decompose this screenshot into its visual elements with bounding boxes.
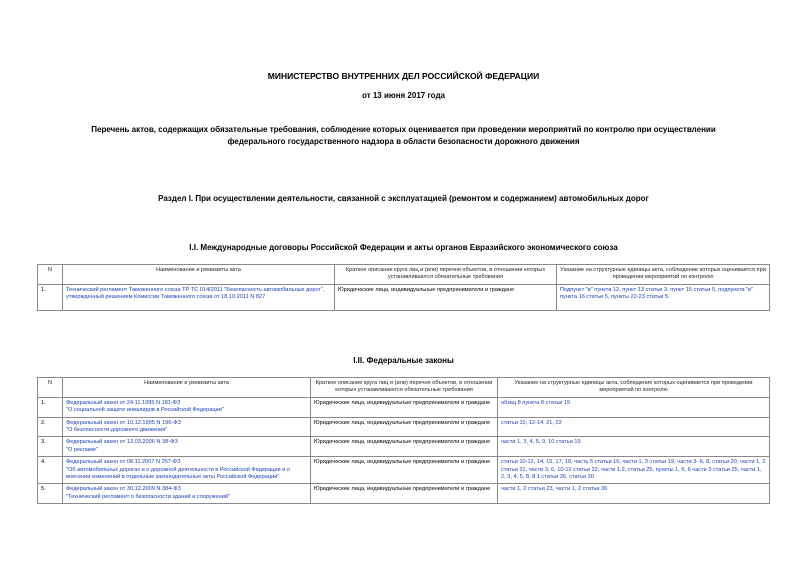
document-title-line-2: федерального государственного надзора в области безопасности дорожного движения	[227, 137, 580, 146]
row-subjects: Юридические лица, индивидуальные предприниматели и граждане	[311, 417, 498, 437]
act-link[interactable]	[63, 397, 311, 417]
act-link-line-2[interactable]: "Технический регламент о безопасности зданий и сооружений"	[66, 493, 230, 500]
row-number: 5.	[38, 484, 63, 504]
units-link[interactable]: Подпункт "в" пункта 12, пункт 13 статьи 3, пункт 15 статьи 5, подпункта "в" пункта 16 статьи 5, пункты 22-23 статьи 5.	[557, 284, 770, 310]
column-header-n: N	[38, 265, 63, 285]
row-subjects: Юридические лица, индивидуальные предприниматели и граждане	[335, 284, 557, 310]
row-number: 2.	[38, 417, 63, 437]
document-title	[0, 124, 807, 148]
units-link[interactable]: статьи 10, 12-14, 21, 22	[498, 417, 770, 437]
table-row	[38, 484, 770, 504]
column-header-subjects: Краткое описание круга лиц и (или) перечня объектов, в отношении которых устанавливаются обязательные требования	[335, 265, 557, 285]
table-row	[38, 284, 770, 310]
act-link-line-1[interactable]: Федеральный закон от 08.11.2007 N 257-ФЗ	[66, 459, 181, 466]
row-number: 3.	[38, 437, 63, 457]
subsection-2-title: I.II. Федеральные законы	[353, 356, 454, 365]
act-link-line-2[interactable]: "О безопасности дорожного движения"	[66, 427, 168, 434]
table-row	[38, 457, 770, 484]
row-subjects: Юридические лица, индивидуальные предприниматели и граждане	[311, 457, 498, 484]
row-subjects: Юридические лица, индивидуальные предприниматели и граждане	[311, 484, 498, 504]
subsection-1-title: I.I. Международные договоры Российской Федерации и акты органов Евразийского экономического союза	[189, 243, 618, 252]
row-subjects: Юридические лица, индивидуальные предприниматели и граждане	[311, 437, 498, 457]
row-number: 1.	[38, 397, 63, 417]
units-link[interactable]: абзац 8 пункта 8 статьи 15	[498, 397, 770, 417]
table-header-row	[38, 265, 770, 285]
act-link-line-1[interactable]: Федеральный закон от 24.11.1995 N 181-ФЗ	[66, 399, 181, 406]
federal-laws-table	[37, 377, 770, 504]
column-header-units: Указание на структурные единицы акта, соблюдение которых оценивается при проведении мероприятий по контролю	[557, 265, 770, 285]
act-link-line-2[interactable]: "О социальной защите инвалидов в Российской Федерации"	[66, 407, 224, 414]
row-subjects: Юридические лица, индивидуальные предприниматели и граждане	[311, 397, 498, 417]
act-link[interactable]	[63, 457, 311, 484]
act-link-line-1[interactable]: Федеральный закон от 10.12.1995 N 196-ФЗ	[66, 419, 181, 426]
act-link-line-1[interactable]: Федеральный закон от 13.03.2006 N 38-ФЗ	[66, 439, 178, 446]
table-row	[38, 397, 770, 417]
table-row	[38, 437, 770, 457]
table-row	[38, 417, 770, 437]
act-link-line-2[interactable]: "Об автомобильных дорогах и о дорожной деятельности в Российской Федерации и о внесении изменений в отдельные законодательные акты Российской Федерации"	[66, 466, 291, 481]
column-header-n: N	[38, 378, 63, 398]
act-link[interactable]: Технический регламент Таможенного союза ТР ТС 014/2011 "Безопасность автомобильных дорог", утвержденный решением Комиссии Таможенного союза от 18.10.2011 N 827	[63, 284, 335, 310]
document-title-line-1: Перечень актов, содержащих обязательные требования, соблюдение которых оценивается при проведении мероприятий по контролю при осуществлении	[91, 125, 716, 134]
act-link[interactable]	[63, 417, 311, 437]
ministry-title: МИНИСТЕРСТВО ВНУТРЕННИХ ДЕЛ РОССИЙСКОЙ ФЕДЕРАЦИИ	[267, 71, 540, 81]
act-link-line-2[interactable]: "О рекламе"	[66, 446, 98, 453]
act-link[interactable]	[63, 437, 311, 457]
column-header-act: Наименование и реквизиты акта	[63, 378, 311, 398]
column-header-units: Указание на структурные единицы акта, соблюдение которых оценивается при проведении мероприятий по контролю	[498, 378, 770, 398]
row-number: 4.	[38, 457, 63, 484]
column-header-subjects: Краткое описание круга лиц и (или) перечня объектов, в отношении которых устанавливаются обязательные требования	[311, 378, 498, 398]
international-acts-table	[37, 264, 770, 311]
act-link[interactable]	[63, 484, 311, 504]
units-link[interactable]: части 1, 3, 4, 5, 9, 10 статьи 19	[498, 437, 770, 457]
section-title: Раздел I. При осуществлении деятельности, связанной с эксплуатацией (ремонтом и содержанием) автомобильных дорог	[158, 194, 649, 203]
document-date: от 13 июня 2017 года	[362, 91, 445, 100]
table-header-row	[38, 378, 770, 398]
units-link[interactable]: статьи 10-12, 14, 15, 17, 18, часть 5 статьи 16, части 1, 3 статьи 19, части 3- 6, 8, статьи 20, части 1, 2 статьи 21, части 3, 6, 10-12 статьи 22, части 1,2, статьи 25, пункты 1, 5, 6 части 3 статьи 25, части 1, 2, 3, 4, 5, 8, 8.1 статьи 26, статьи 30	[498, 457, 770, 484]
column-header-act: Наименование и реквизиты акта	[63, 265, 335, 285]
act-link-line-1[interactable]: Федеральный закон от 30.12.2009 N 384-ФЗ	[66, 486, 181, 493]
row-number: 1.	[38, 284, 63, 310]
units-link[interactable]: части 1, 2 статьи 23, части 1, 2 статьи 36	[498, 484, 770, 504]
